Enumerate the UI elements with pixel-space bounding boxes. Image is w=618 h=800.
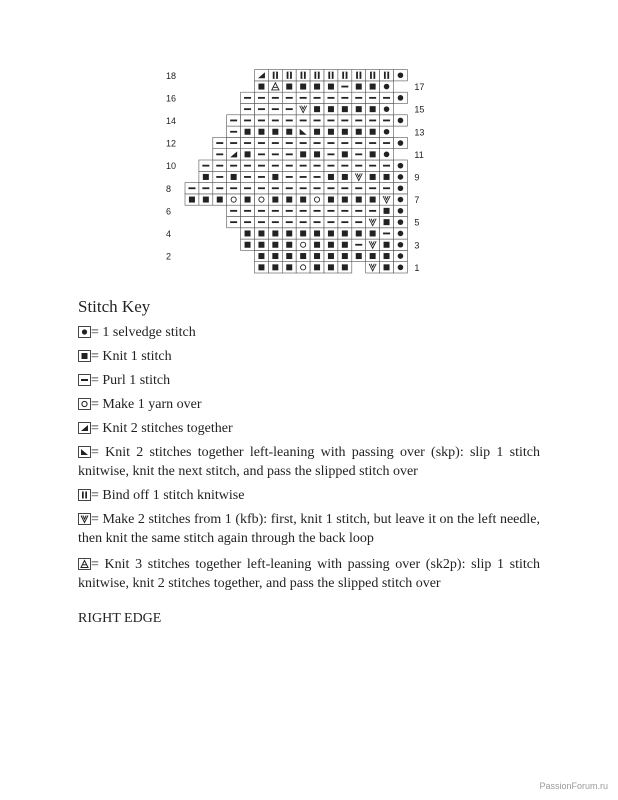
- chart-cell-selvedge: [310, 104, 324, 115]
- chart-cell-purl: [241, 171, 255, 182]
- key-item-kfb: = Make 2 stitches from 1 (kfb): first, knit 1 stitch, but leave it on the left needle, then knit the same stitch again through the back loop: [78, 512, 540, 546]
- chart-cell-selvedge: [366, 81, 380, 92]
- chart-cell-purl: [241, 115, 255, 126]
- chart-cell-selvedge: [268, 126, 282, 137]
- chart-cell-purl: [310, 137, 324, 148]
- chart-cell-selvedge: [366, 126, 380, 137]
- chart-cell-bind-off: [268, 70, 282, 81]
- chart-cell-purl: [255, 115, 269, 126]
- chart-cell-knit: [352, 250, 366, 261]
- chart-cell-purl: [255, 137, 269, 148]
- chart-cell-purl: [310, 183, 324, 194]
- chart-cell-knit: [366, 250, 380, 261]
- chart-cell-purl: [199, 183, 213, 194]
- chart-cell-selvedge: [366, 104, 380, 115]
- chart-cell-purl: [380, 183, 394, 194]
- key-item-bind-off: = Bind off 1 stitch knitwise: [78, 486, 540, 505]
- chart-cell-purl: [324, 137, 338, 148]
- chart-cell-selvedge: [394, 228, 408, 239]
- chart-cell-selvedge: [394, 217, 408, 228]
- chart-cell-selvedge: [394, 239, 408, 250]
- chart-cell-selvedge: [352, 194, 366, 205]
- chart-cell-purl: [324, 149, 338, 160]
- chart-cell-purl: [366, 160, 380, 171]
- chart-cell-kfb: [366, 217, 380, 228]
- chart-cell-knit: [324, 262, 338, 273]
- chart-cell-purl: [324, 183, 338, 194]
- chart-cell-purl: [227, 205, 241, 216]
- key-item-selvedge: = 1 selvedge stitch: [78, 323, 540, 342]
- chart-cell-knit: [227, 171, 241, 182]
- chart-cell-purl: [310, 217, 324, 228]
- chart-cell-k2tog: [255, 70, 269, 81]
- chart-cell-bind-off: [338, 70, 352, 81]
- chart-cell-selvedge: [380, 262, 394, 273]
- skp-icon: [78, 446, 91, 458]
- chart-cell-purl: [255, 217, 269, 228]
- chart-cell-purl: [352, 205, 366, 216]
- chart-cell-knit: [268, 228, 282, 239]
- chart-cell-purl: [255, 171, 269, 182]
- chart-cell-knit: [324, 239, 338, 250]
- chart-cell-selvedge: [394, 160, 408, 171]
- chart-cell-purl: [352, 183, 366, 194]
- row-label-right: 17: [414, 82, 425, 93]
- stitch-key-title: Stitch Key: [78, 297, 151, 316]
- chart-cell-purl: [352, 115, 366, 126]
- chart-cell-knit: [324, 228, 338, 239]
- chart-cell-purl: [227, 115, 241, 126]
- chart-cell-purl: [241, 160, 255, 171]
- chart-cell-purl: [241, 92, 255, 103]
- key-item-knit: = Knit 1 stitch: [78, 347, 540, 366]
- key-item-k2tog: = Knit 2 stitches together: [78, 419, 540, 438]
- chart-cell-knit: [296, 81, 310, 92]
- key-item-sk2p: = Knit 3 stitches together left-leaning with passing over (sk2p): slip 1 stitch knitwise, knit 2 stitches together, and pass the slipped stitch over: [78, 557, 540, 591]
- selvedge-icon: [78, 326, 91, 338]
- row-label-left: 18: [166, 70, 177, 81]
- chart-cell-sk2p: [268, 81, 282, 92]
- chart-cell-purl: [324, 160, 338, 171]
- chart-cell-selvedge: [241, 194, 255, 205]
- chart-cell-yarn-over: [255, 194, 269, 205]
- row-label-right: 1: [414, 262, 420, 273]
- chart-cell-selvedge: [380, 239, 394, 250]
- chart-cell-selvedge: [366, 149, 380, 160]
- chart-cell-selvedge: [394, 262, 408, 273]
- chart-cell-purl: [282, 115, 296, 126]
- chart-cell-purl: [352, 239, 366, 250]
- chart-cell-bind-off: [324, 70, 338, 81]
- chart-cell-purl: [268, 115, 282, 126]
- chart-cell-knit: [255, 126, 269, 137]
- chart-cell-knit: [380, 205, 394, 216]
- chart-cell-selvedge: [310, 239, 324, 250]
- row-label-left: 2: [166, 251, 172, 262]
- row-label-left: 10: [166, 161, 177, 172]
- chart-cell-purl: [296, 205, 310, 216]
- chart-cell-selvedge: [380, 171, 394, 182]
- chart-cell-knit: [338, 228, 352, 239]
- chart-cell-purl: [282, 183, 296, 194]
- chart-cell-purl: [310, 92, 324, 103]
- chart-cell-knit: [324, 126, 338, 137]
- chart-cell-purl: [255, 104, 269, 115]
- chart-cell-purl: [241, 217, 255, 228]
- right-edge-label: RIGHT EDGE: [78, 611, 162, 626]
- chart-cell-purl: [282, 92, 296, 103]
- chart-cell-selvedge: [338, 171, 352, 182]
- key-item-yarn-over: = Make 1 yarn over: [78, 395, 540, 414]
- chart-cell-knit: [324, 250, 338, 261]
- chart-cell-knit: [282, 194, 296, 205]
- chart-cell-purl: [227, 126, 241, 137]
- chart-cell-purl: [366, 115, 380, 126]
- chart-cell-selvedge: [324, 104, 338, 115]
- chart-cell-purl: [324, 217, 338, 228]
- chart-cell-purl: [282, 160, 296, 171]
- chart-cell-yarn-over: [310, 194, 324, 205]
- chart-cell-selvedge: [380, 149, 394, 160]
- chart-cell-purl: [241, 205, 255, 216]
- chart-cell-purl: [227, 160, 241, 171]
- chart-cell-purl: [338, 160, 352, 171]
- yarn-over-icon: [78, 398, 91, 410]
- chart-cell-selvedge: [282, 262, 296, 273]
- chart-cell-knit: [324, 171, 338, 182]
- k2tog-icon: [78, 422, 91, 434]
- chart-cell-purl: [227, 217, 241, 228]
- chart-cell-purl: [380, 137, 394, 148]
- chart-cell-bind-off: [380, 70, 394, 81]
- chart-cell-purl: [310, 115, 324, 126]
- chart-cell-selvedge: [213, 194, 227, 205]
- chart-cell-knit: [282, 126, 296, 137]
- chart-cell-knit: [255, 239, 269, 250]
- chart-cell-selvedge: [338, 262, 352, 273]
- row-label-right: 15: [414, 104, 425, 115]
- chart-cell-purl: [352, 137, 366, 148]
- chart-cell-bind-off: [352, 70, 366, 81]
- chart-cell-purl: [380, 228, 394, 239]
- chart-cell-knit: [241, 228, 255, 239]
- chart-cell-purl: [380, 115, 394, 126]
- chart-cell-purl: [268, 92, 282, 103]
- chart-cell-selvedge: [199, 171, 213, 182]
- chart-cell-knit: [199, 194, 213, 205]
- row-label-right: 7: [414, 195, 420, 206]
- chart-cell-knit: [268, 239, 282, 250]
- chart-cell-knit: [310, 228, 324, 239]
- chart-cell-selvedge: [394, 115, 408, 126]
- chart-cell-purl: [366, 205, 380, 216]
- knitting-chart: [0, 0, 618, 290]
- chart-cell-purl: [296, 171, 310, 182]
- chart-cell-bind-off: [366, 70, 380, 81]
- chart-cell-k2tog: [227, 149, 241, 160]
- row-label-left: 4: [166, 228, 172, 239]
- chart-cell-selvedge: [338, 126, 352, 137]
- chart-cell-knit: [338, 194, 352, 205]
- chart-cell-selvedge: [366, 171, 380, 182]
- row-label-right: 5: [414, 217, 420, 228]
- chart-cell-purl: [213, 183, 227, 194]
- chart-cell-knit: [380, 250, 394, 261]
- chart-cell-selvedge: [241, 239, 255, 250]
- chart-cell-purl: [324, 205, 338, 216]
- chart-cell-selvedge: [366, 194, 380, 205]
- chart-cell-purl: [310, 171, 324, 182]
- chart-cell-purl: [296, 137, 310, 148]
- chart-cell-purl: [352, 160, 366, 171]
- chart-cell-knit: [338, 149, 352, 160]
- chart-cell-purl: [338, 81, 352, 92]
- chart-cell-bind-off: [310, 70, 324, 81]
- row-label-left: 14: [166, 115, 177, 126]
- chart-cell-kfb: [366, 239, 380, 250]
- chart-cell-purl: [380, 160, 394, 171]
- chart-cell-purl: [310, 160, 324, 171]
- chart-cell-purl: [268, 137, 282, 148]
- chart-cell-purl: [282, 205, 296, 216]
- chart-cell-knit: [268, 262, 282, 273]
- chart-cell-purl: [338, 115, 352, 126]
- chart-cell-purl: [268, 104, 282, 115]
- chart-cell-purl: [352, 92, 366, 103]
- chart-cell-purl: [296, 217, 310, 228]
- chart-cell-selvedge: [310, 126, 324, 137]
- bind-off-icon: [78, 489, 91, 501]
- chart-cell-selvedge: [352, 104, 366, 115]
- chart-cell-selvedge: [310, 149, 324, 160]
- chart-cell-purl: [213, 149, 227, 160]
- chart-cell-purl: [241, 183, 255, 194]
- chart-cell-purl: [241, 104, 255, 115]
- chart-cell-selvedge: [282, 239, 296, 250]
- chart-cell-purl: [380, 92, 394, 103]
- chart-cell-purl: [352, 149, 366, 160]
- chart-cell-selvedge: [394, 171, 408, 182]
- chart-cell-yarn-over: [227, 194, 241, 205]
- chart-cell-kfb: [296, 104, 310, 115]
- chart-cell-selvedge: [268, 194, 282, 205]
- chart-cell-selvedge: [310, 81, 324, 92]
- chart-cell-purl: [199, 160, 213, 171]
- key-item-skp: = Knit 2 stitches together left-leaning with passing over (skp): slip 1 stitch knitwise, knit the next stitch, and pass the slipped stitch over: [78, 445, 540, 479]
- chart-cell-selvedge: [394, 250, 408, 261]
- sk2p-icon: [78, 558, 91, 570]
- purl-icon: [78, 374, 91, 386]
- kfb-icon: [78, 513, 91, 525]
- chart-cell-purl: [366, 137, 380, 148]
- chart-cell-selvedge: [394, 92, 408, 103]
- chart-cell-knit: [296, 228, 310, 239]
- chart-cell-purl: [185, 183, 199, 194]
- chart-cell-selvedge: [352, 81, 366, 92]
- chart-cell-selvedge: [324, 194, 338, 205]
- key-item-purl: = Purl 1 stitch: [78, 371, 540, 390]
- chart-cell-purl: [227, 183, 241, 194]
- chart-cell-selvedge: [380, 81, 394, 92]
- chart-cell-purl: [268, 183, 282, 194]
- chart-cell-bind-off: [296, 70, 310, 81]
- chart-cell-knit: [255, 228, 269, 239]
- chart-cell-purl: [268, 205, 282, 216]
- chart-cell-selvedge: [394, 183, 408, 194]
- chart-cell-purl: [255, 149, 269, 160]
- chart-cell-knit: [296, 250, 310, 261]
- chart-cell-purl: [268, 217, 282, 228]
- chart-cell-purl: [213, 171, 227, 182]
- chart-cell-knit: [338, 250, 352, 261]
- chart-cell-knit: [282, 228, 296, 239]
- chart-cell-purl: [352, 217, 366, 228]
- chart-cell-purl: [255, 183, 269, 194]
- chart-cell-selvedge: [394, 205, 408, 216]
- chart-cell-purl: [255, 92, 269, 103]
- chart-cell-purl: [241, 137, 255, 148]
- chart-cell-selvedge: [338, 104, 352, 115]
- chart-cell-purl: [338, 137, 352, 148]
- knit-icon: [78, 350, 91, 362]
- chart-cell-purl: [282, 149, 296, 160]
- chart-cell-purl: [296, 115, 310, 126]
- chart-cell-selvedge: [255, 262, 269, 273]
- chart-cell-selvedge: [394, 70, 408, 81]
- row-label-right: 13: [414, 127, 425, 138]
- chart-cell-knit: [255, 250, 269, 261]
- chart-cell-selvedge: [296, 194, 310, 205]
- chart-cell-purl: [296, 92, 310, 103]
- chart-cell-purl: [268, 149, 282, 160]
- row-label-left: 6: [166, 206, 172, 217]
- chart-cell-knit: [352, 228, 366, 239]
- chart-cell-knit: [324, 81, 338, 92]
- row-label-right: 3: [414, 240, 420, 251]
- chart-cell-yarn-over: [296, 262, 310, 273]
- row-label-left: 12: [166, 138, 177, 149]
- chart-cell-purl: [366, 92, 380, 103]
- chart-cell-purl: [255, 160, 269, 171]
- chart-cell-purl: [282, 171, 296, 182]
- chart-cell-knit: [241, 149, 255, 160]
- chart-cell-selvedge: [255, 81, 269, 92]
- chart-cell-selvedge: [380, 217, 394, 228]
- chart-cell-knit: [268, 250, 282, 261]
- chart-cell-selvedge: [241, 126, 255, 137]
- chart-cell-purl: [255, 205, 269, 216]
- row-label-right: 11: [414, 149, 424, 160]
- chart-cell-purl: [366, 183, 380, 194]
- chart-cell-yarn-over: [296, 239, 310, 250]
- chart-cell-purl: [338, 205, 352, 216]
- chart-cell-purl: [213, 137, 227, 148]
- chart-cell-purl: [296, 160, 310, 171]
- chart-cell-purl: [282, 217, 296, 228]
- chart-cell-purl: [324, 92, 338, 103]
- chart-cell-purl: [310, 205, 324, 216]
- chart-cell-purl: [338, 217, 352, 228]
- chart-cell-selvedge: [380, 104, 394, 115]
- chart-cell-purl: [268, 160, 282, 171]
- chart-cell-selvedge: [282, 81, 296, 92]
- chart-cell-kfb: [366, 262, 380, 273]
- chart-cell-selvedge: [185, 194, 199, 205]
- chart-cell-bind-off: [282, 70, 296, 81]
- chart-cell-purl: [338, 92, 352, 103]
- chart-cell-selvedge: [352, 126, 366, 137]
- chart-cell-purl: [282, 137, 296, 148]
- chart-cell-purl: [338, 183, 352, 194]
- chart-cell-purl: [213, 160, 227, 171]
- chart-cell-selvedge: [338, 239, 352, 250]
- row-label-left: 8: [166, 183, 172, 194]
- chart-cell-selvedge: [380, 126, 394, 137]
- chart-cell-knit: [268, 171, 282, 182]
- chart-cell-purl: [282, 104, 296, 115]
- chart-cell-purl: [296, 183, 310, 194]
- chart-cell-kfb: [380, 194, 394, 205]
- row-label-right: 9: [414, 172, 420, 183]
- chart-cell-selvedge: [394, 137, 408, 148]
- chart-cell-skp: [296, 126, 310, 137]
- chart-cell-knit: [296, 149, 310, 160]
- chart-cell-knit: [310, 250, 324, 261]
- chart-cell-knit: [282, 250, 296, 261]
- chart-cell-knit: [366, 228, 380, 239]
- chart-cell-kfb: [352, 171, 366, 182]
- chart-cell-selvedge: [310, 262, 324, 273]
- watermark: PassionForum.ru: [539, 781, 608, 791]
- chart-cell-purl: [227, 137, 241, 148]
- chart-cell-purl: [324, 115, 338, 126]
- chart-cell-selvedge: [394, 194, 408, 205]
- row-label-left: 16: [166, 93, 177, 104]
